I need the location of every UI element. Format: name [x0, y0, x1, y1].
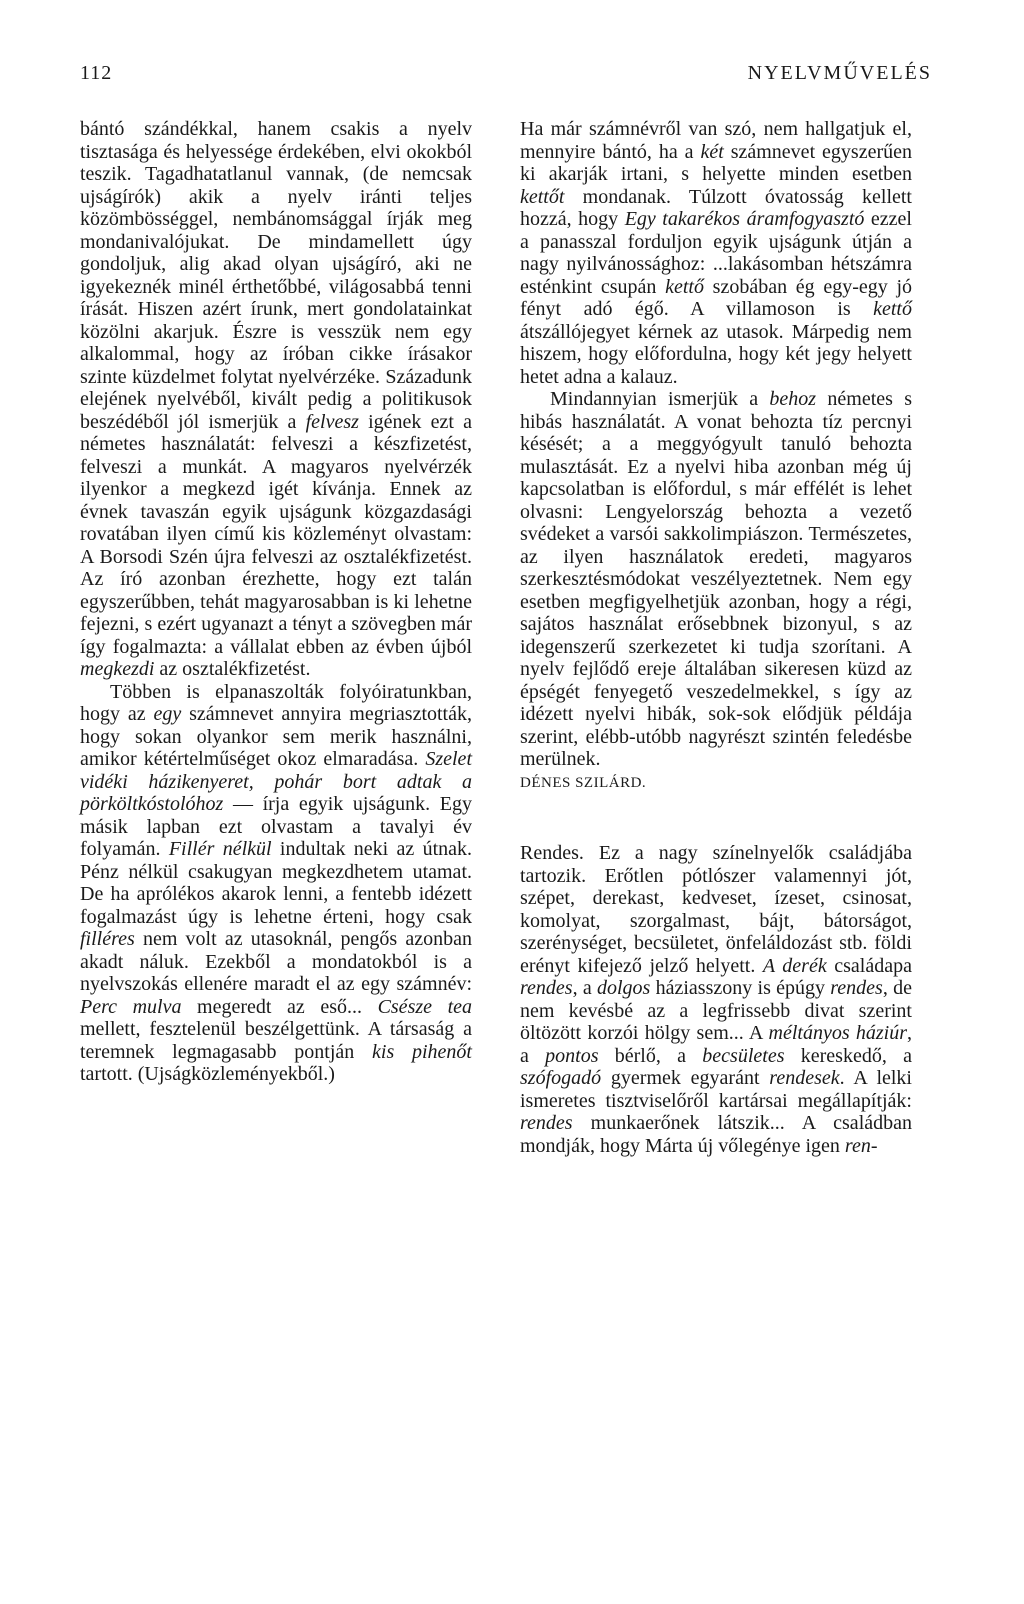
italic-run: méltányos háziúr — [768, 1022, 907, 1044]
italic-run: megkezdi — [80, 658, 155, 680]
text-run: bántó szándékkal, hanem csakis a nyelv tisztasága és helyessége érdekében, elvi okokból teszik. Tagadhatatlanul vannak, (de nemcsak ujságírók) akik a nyelv iránti teljes közömbösséggel, nembánomsággal írják meg mondanivalójukat. De mindamellett úgy gondoljuk, alig akad olyan ujságíró, aki ne igyekeznék minél érthetőbbé, világosabbá tenni írását. Hiszen azért írunk, mert gondolatainkat közölni akarjuk. Észre is vesszük nem egy alkalommal, hogy az íróban cikke írásakor szinte küzdelmet folytat nyelvérzéke. Századunk elejének nyelvéből, kivált pedig a politikusok beszédéből jól ismerjük a — [80, 118, 472, 433]
italic-run: Szelet vidéki házikenyeret, pohár bort adtak a pörköltkóstolóhoz — [80, 748, 472, 815]
italic-run: egy — [153, 703, 182, 725]
right-paragraph-1 — [520, 118, 912, 388]
italic-run: Fillér nélkül — [168, 838, 272, 860]
italic-run: kettő — [873, 298, 912, 320]
text-run: , de nem kevésbé az a legfrissebb divat szerint öltözött korzói hölgy sem... A — [520, 977, 912, 1044]
text-run: nem volt az utasoknál, pengős azonban akadt náluk. Ezekből a mondatokból is a nyelvszokás ellenére maradt el az egy számnév: — [80, 928, 472, 995]
italic-run: ren- — [844, 1134, 878, 1157]
italic-run: Perc mulva — [80, 995, 182, 1018]
left-paragraph-2 — [80, 681, 472, 1086]
italic-run: Csésze tea — [377, 995, 473, 1018]
italic-run: rendes — [520, 1112, 573, 1134]
left-paragraph-1 — [80, 118, 472, 681]
italic-run: kettő — [665, 275, 704, 298]
text-run: , a — [520, 1022, 912, 1067]
text-run: munkaerőnek látszik... A családban mondják, hogy Márta új vőlegénye igen — [520, 1112, 912, 1157]
text-run: igének ezt a németes használatát: felveszi a készfizetést, felveszi a munkát. A magyaros nyelvérzék ilyenkor a megkezd igét kívánja. Ennek az évnek tavaszán egyik ujságunk közgazdasági rovatában ilyen című kis közleményt olvastam: A Borsodi Szén újra felveszi az osztalékfizetést. Az író azonban érezhette, hogy ezt talán egyszerűbben, tehát magyarosabban is ki lehetne fejezni, s ezért ugyanazt a tényt a szövegben már így fogalmazta: a vállalat ebben az évben újból — [80, 410, 473, 658]
text-run: Mindannyian ismerjük a — [550, 388, 770, 410]
right-paragraph-3 — [520, 842, 912, 1157]
text-run: szobában ég egy-egy jó fényt adó égő. A villamoson is — [520, 275, 913, 320]
left-column — [80, 118, 472, 1086]
italic-run: A derék — [762, 954, 827, 977]
text-run: Többen is elpanaszolták folyóiratunkban, hogy az — [80, 680, 472, 725]
text-run: családapa — [826, 954, 912, 977]
text-run: háziasszony is épúgy — [650, 977, 831, 999]
author-signature: DÉNES SZILÁRD. — [520, 774, 647, 791]
text-run: ezzel a panasszal forduljon egyik ujságunk útján a nagy nyilvánossághoz: ...lakásomban hétszámra esténkint csupán — [520, 208, 912, 298]
text-run: . A lelki ismeretes tisztviselőről kartársai megállapítják: — [520, 1067, 912, 1112]
text-run: Rendes. Ez a nagy színelnyelők családjába tartozik. Erőtlen pótlószer valamennyi jót, szépet, derekast, kedveset, ízeset, csinosat, komolyat, szorgalmast, bájt, bátorságot, szerénységet, becsületet, önfeláldozást stb. földi erényt kifejező jelző helyett. — [520, 842, 912, 977]
italic-run: felvesz — [305, 410, 359, 433]
italic-run: dolgos — [597, 977, 651, 999]
italic-run: pontos — [545, 1044, 599, 1067]
text-run: megeredt az eső... — [181, 995, 378, 1018]
text-run: bérlő, a — [598, 1044, 703, 1067]
italic-run: Egy takarékos áramfogyasztó — [624, 208, 865, 230]
right-column — [520, 118, 912, 1157]
text-run: mellett, fesztelenül beszélgettünk. A társaság a teremnek legmagasabb pontján — [80, 1018, 472, 1063]
italic-run: szófogadó — [520, 1067, 602, 1089]
text-run: tartott. (Ujságközleményekből.) — [80, 1063, 335, 1085]
italic-run: becsületes — [702, 1044, 785, 1067]
italic-run: két — [700, 140, 724, 163]
italic-run: behoz — [769, 388, 817, 410]
text-run: átszállójegyet kérnek az utasok. Márpedig nem hiszem, hogy előfordulna, hogy két jegy helyett hetet adna a kalauz. — [520, 320, 912, 388]
text-run: számnevet egyszerűen ki akarják irtani, s helyette minden esetben — [520, 140, 913, 185]
running-title: NYELVMŰVELÉS — [747, 62, 932, 84]
text-run: az osztalékfizetést. — [154, 658, 311, 680]
italic-run: rendes — [520, 977, 573, 999]
text-run: németes s hibás használatát. A vonat behozta tíz percnyi késését; a a meggyógyult tanuló behozta mulasztását. Ez a nyelvi hiba azonban még új kapcsolatban is előfordul, s már effélét is lehet olvasni: Lengyelország behozta a vezető svédeket a varsói sakkolimpiászon. Természetes, az ilyen használatok eredeti, magyaros szerkesztésmódokat veszélyeztetnek. Nem egy esetben megfigyelhetjük azonban, hogy a régi, sajátos használat erősebbnek bizonyul, s az idegenszerű szerkezetet ki tudja szorítani. A nyelv fejlődő ereje általában sikeresen küzd az épségét fenyegető veszedelmekkel, s így az idézett nyelvi hibák, sok-sok elődjük példája szerint, elébb-utóbb nagyrészt szintén feledésbe merülnek. — [520, 388, 912, 770]
right-paragraph-2 — [520, 388, 912, 771]
text-run: mondanak. Túlzott óvatosság kellett hozzá, hogy — [520, 185, 912, 230]
text-run: Ha már számnévről van szó, nem hallgatjuk el, mennyire bántó, ha a — [520, 118, 912, 163]
italic-run: kettőt — [520, 185, 565, 208]
text-run: kereskedő, a — [784, 1044, 912, 1067]
text-run: — írja egyik ujságunk. Egy másik lapban ezt olvastam a tavalyi év folyamán. — [80, 793, 472, 860]
italic-run: rendes — [830, 977, 883, 999]
text-run: indultak neki az útnak. Pénz nélkül csakugyan megkezdhetem utamat. De ha aprólékos akarok lenni, a fentebb idézett fogalmazást úgy is lehetne érteni, hogy csak — [80, 838, 472, 928]
page-number: 112 — [80, 62, 113, 84]
italic-run: rendesek — [769, 1067, 840, 1089]
text-run: gyermek egyaránt — [601, 1067, 770, 1089]
italic-run: filléres — [80, 928, 135, 950]
text-run: , a — [572, 977, 597, 999]
text-run: számnevet annyira megriasztották, hogy sokan olyankor sem merik használni, amikor kétértelműséget okoz elmaradása. — [80, 703, 472, 770]
italic-run: kis pihenőt — [372, 1040, 472, 1063]
